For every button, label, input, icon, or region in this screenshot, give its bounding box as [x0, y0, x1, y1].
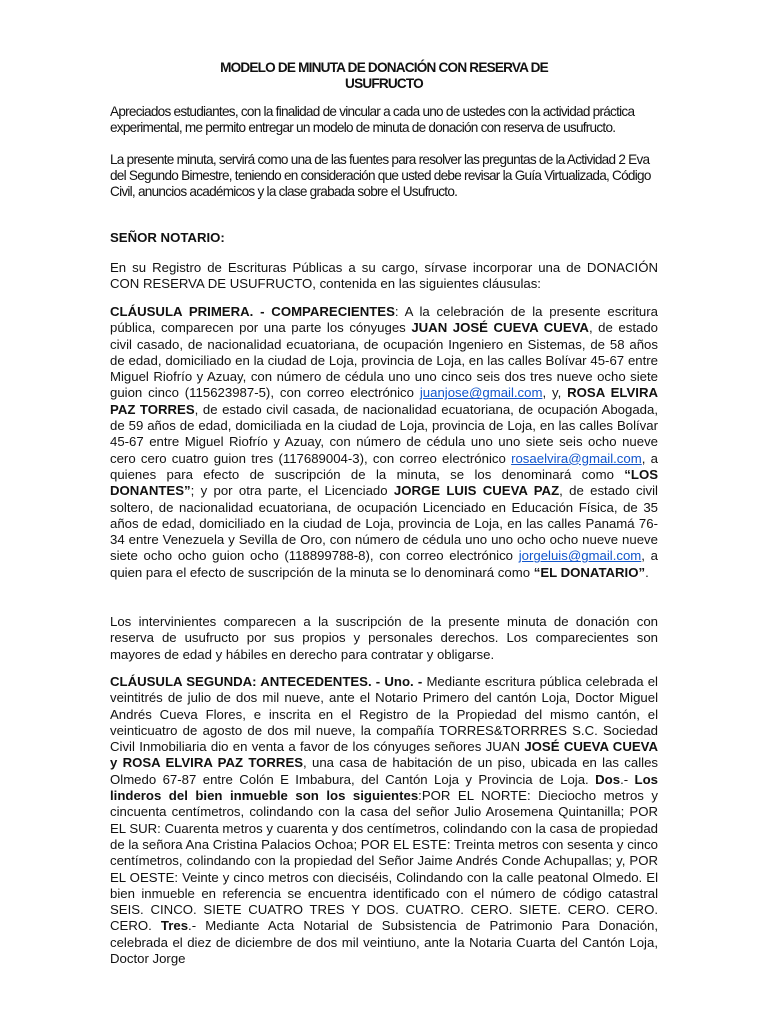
subsection-label: Tres [160, 918, 189, 934]
subsection-heading: Los linderos del bien inmueble son los siguientes [110, 771, 658, 804]
clause-primera: CLÁUSULA PRIMERA. - COMPARECIENTES: A la celebración de la presente escritura pública, comparecen por una parte los cónyuges JUAN JOSÉ CUEVA CUEVA, de estado civil casado, de nacionalidad ecuatoriana, de ocupación Ingeniero en Sistemas, de 58 años de edad, domiciliado en la ciudad de Loja, provincia de Loja, en las calles Bolívar 45-67 entre Miguel Riofrío y Azuay, con número de cédula uno uno cinco seis dos tres nueve ocho siete guion cinco (115623987-5), con correo electrónico juanjose@gmail.com, y, ROSA ELVIRA PAZ TORRES, de estado civil casada, de nacionalidad ecuatoriana, de ocupación Abogada, de 59 años de edad, domiciliada en la ciudad de Loja, provincia de Loja, en las calles Bolívar 45-67 entre Miguel Riofrío y Azuay, con número de cédula uno uno siete seis ocho nueve cero cero cuatro guion tres (117689004-3), con correo electrónico rosaelvira@gmail.com, a quienes para efecto de suscripción de la minuta, se los denominará como “LOS DONANTES”; y por otra parte, el Licenciado JORGE LUIS CUEVA PAZ, de estado civil soltero, de nacionalidad ecuatoriana, de ocupación Licenciado en Educación Física, de 35 años de edad, domiciliado en la ciudad de Loja, provincia de Loja, en las calles Panamá 76-34 entre Venezuela y Sevilla de Oro, con número de cédula uno uno ocho ocho nueve nueve siete ocho ocho guion ocho (118899788-8), con correo electrónico jorgeluis@gmail.com, a quien para el efecto de suscripción de la minuta se lo denominará como “EL DONATARIO”. [110, 304, 658, 580]
document-title [0, 60, 768, 92]
intro-paragraph-1: Apreciados estudiantes, con la finalidad de vincular a cada uno de ustedes con la actividad práctica experimental, me permito entregar un modelo de minuta de donación con reserva de usufructo. [110, 104, 635, 135]
salutation: SEÑOR NOTARIO: [110, 230, 225, 245]
clause-heading: CLÁUSULA SEGUNDA: ANTECEDENTES. - Uno. - [110, 674, 423, 689]
title-line-1: MODELO DE MINUTA DE DONACIÓN CON RESERVA DE [220, 60, 548, 75]
party-name: JUAN JOSÉ CUEVA CUEVA [411, 320, 589, 336]
clause-segunda: CLÁUSULA SEGUNDA: ANTECEDENTES. - Uno. - Mediante escritura pública celebrada el veintitrés de julio de dos mil nueve, ante el Notario Primero del cantón Loja, Doctor Miguel Andrés Cueva Flores, e inscrita en el Registro de la Propiedad del mismo cantón, el veinticuatro de agosto de dos mil nueve, la compañía TORRES&TORRRES S.C. Sociedad Civil Inmobiliaria dio en venta a favor de los cónyuges señores JUAN JOSÉ CUEVA CUEVA y ROSA ELVIRA PAZ TORRES, una casa de habitación de un piso, ubicada en las calles Olmedo 67-87 entre Colón E Imbabura, del Cantón Loja y Provincia de Loja. Dos.- Los linderos del bien inmueble son los siguientes:POR EL NORTE: Dieciocho metros y cincuenta centímetros, colindando con la casa del señor Julio Arosemena Quintanilla; POR EL SUR: Cuarenta metros y cuarenta y dos centímetros, colindando con la casa de propiedad de la señora Ana Cristina Palacios Ochoa; POR EL ESTE: Treinta metros con sesenta y cinco centímetros, colindando con la propiedad del Señor Jaime Andrés Conde Achupallas; y, POR EL OESTE: Veinte y cinco metros con dieciséis, Colindando con la calle peatonal Olmedo. El bien inmueble en referencia se encuentra identificado con el número de código catastral SEIS. CINCO. SIETE CUATRO TRES Y DOS. CUATRO. CERO. SIETE. CERO. CERO. CERO. Tres.- Mediante Acta Notarial de Subsistencia de Patrimonio Para Donación, celebrada el diez de diciembre de dos mil veintiuno, ante la Notaria Cuarta del Cantón Loja, Doctor Jorge [110, 674, 659, 967]
email-link[interactable]: juanjose@gmail.com [419, 385, 543, 401]
intro-paragraph-2: La presente minuta, servirá como una de las fuentes para resolver las preguntas de la Actividad 2 Eva del Segundo Bimestre, teniendo en consideración que usted debe revisar la Guía Virtualizada, Código Civil, anuncios académicos y la clase grabada sobre el Usufructo. [110, 152, 651, 199]
title-line-2: USUFRUCTO [345, 76, 423, 91]
clause-heading: CLÁUSULA PRIMERA. - COMPARECIENTES [110, 304, 395, 319]
party-label: “EL DONATARIO” [533, 564, 646, 580]
email-link[interactable]: jorgeluis@gmail.com [518, 548, 642, 564]
intervinientes-paragraph: Los intervinientes comparecen a la suscripción de la presente minuta de donación con reserva de usufructo por sus propios y personales derechos. Los comparecientes son mayores de edad y hábiles en derecho para contratar y obligarse. [110, 614, 658, 662]
email-link[interactable]: rosaelvira@gmail.com [511, 450, 642, 466]
registry-paragraph: En su Registro de Escrituras Públicas a su cargo, sírvase incorporar una de DONACIÓN CON RESERVA DE USUFRUCTO, contenida en las siguientes cláusulas: [110, 260, 658, 292]
subsection-label: Dos [595, 771, 621, 787]
party-name: ROSA ELVIRA PAZ TORRES [110, 385, 658, 417]
party-name: JOSÉ CUEVA CUEVA y ROSA ELVIRA PAZ TORRES [110, 739, 658, 771]
party-name: JORGE LUIS CUEVA PAZ [393, 483, 560, 499]
party-label: “LOS DONANTES” [110, 466, 658, 499]
